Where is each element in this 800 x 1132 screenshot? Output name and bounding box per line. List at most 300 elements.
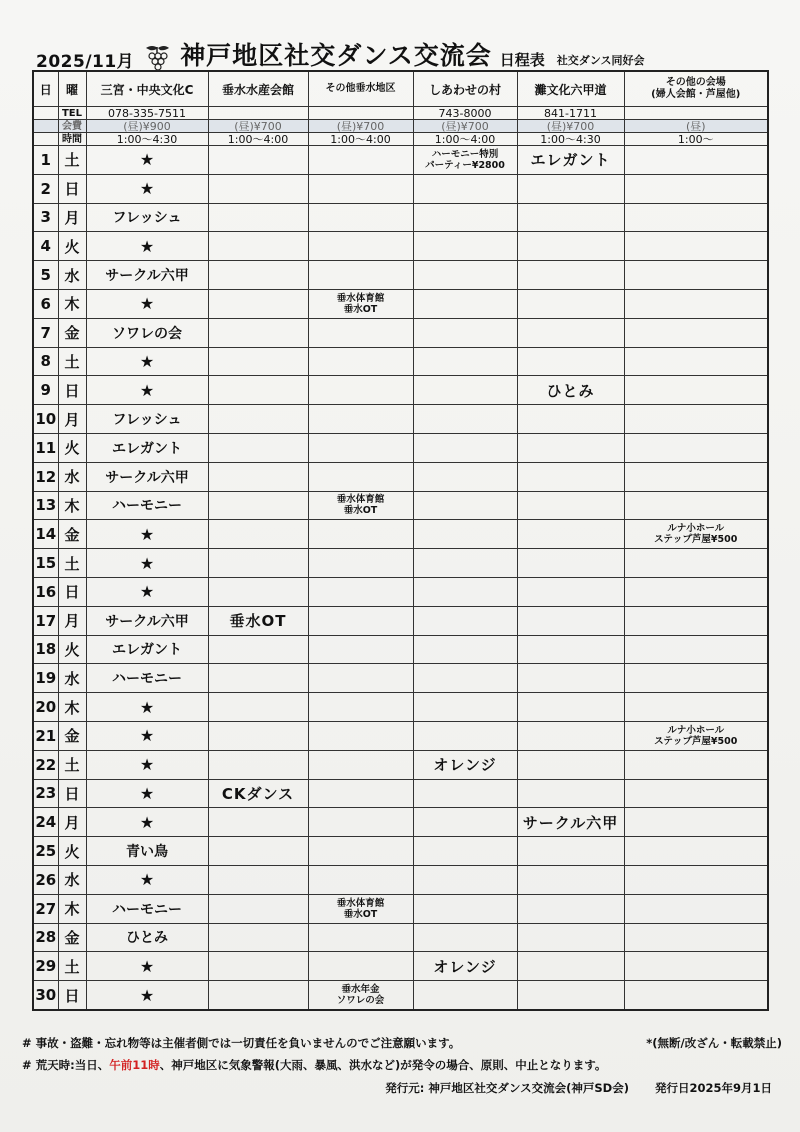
fee-cell: (昼)¥700 [517, 120, 624, 133]
table-row [33, 606, 768, 635]
shiawase-event [413, 865, 517, 894]
other-venue-event [624, 232, 768, 261]
tarumi-other-event [308, 750, 413, 779]
day-number: 24 [33, 808, 58, 837]
day-number: 27 [33, 894, 58, 923]
shiawase-event [413, 318, 517, 347]
tarumi-sangyo-event [208, 405, 308, 434]
shiawase-event [413, 347, 517, 376]
weekday: 土 [58, 146, 86, 175]
header-org: 社交ダンス同好会 [556, 54, 645, 67]
tarumi-other-event [308, 318, 413, 347]
fee-label: 会費 [58, 120, 86, 133]
table-row [33, 462, 768, 491]
fee-cell: (昼)¥700 [413, 120, 517, 133]
tarumi-sangyo-event [208, 664, 308, 693]
weekday: 月 [58, 405, 86, 434]
time-cell: 1:00～4:30 [517, 133, 624, 146]
tarumi-other-event: 垂水体育館 垂水OT [308, 894, 413, 923]
table-row [33, 635, 768, 664]
grape-logo-icon [142, 42, 172, 72]
weekday: 月 [58, 606, 86, 635]
table-row [33, 808, 768, 837]
tarumi-other-event [308, 606, 413, 635]
tarumi-other-event [308, 462, 413, 491]
day-number: 14 [33, 520, 58, 549]
shiawase-event: ハーモニー特別 パーティー¥2800 [413, 146, 517, 175]
tarumi-sangyo-event [208, 837, 308, 866]
sannomiya-event: サークル六甲 [86, 462, 208, 491]
shiawase-event [413, 808, 517, 837]
sannomiya-event: ★ [86, 952, 208, 981]
shiawase-event [413, 606, 517, 635]
nada-event [517, 865, 624, 894]
day-number: 11 [33, 433, 58, 462]
table-row [33, 549, 768, 578]
tel-cell [208, 107, 308, 120]
tarumi-other-event: 垂水年金 ソワレの会 [308, 981, 413, 1010]
fee-row [33, 120, 768, 133]
header-subtitle: 日程表 [499, 51, 545, 69]
fee-cell: (昼) [624, 120, 768, 133]
weekday: 月 [58, 203, 86, 232]
nada-event [517, 750, 624, 779]
tarumi-sangyo-event [208, 894, 308, 923]
shiawase-event [413, 520, 517, 549]
col-tarumi-sangyo: 垂水水産会館 [208, 71, 308, 107]
sannomiya-event: ★ [86, 146, 208, 175]
tarumi-other-event [308, 664, 413, 693]
nada-event [517, 318, 624, 347]
tarumi-other-event [308, 261, 413, 290]
table-row [33, 952, 768, 981]
nada-event: エレガント [517, 146, 624, 175]
table-row [33, 433, 768, 462]
weekday: 火 [58, 433, 86, 462]
weekday: 火 [58, 837, 86, 866]
weekday: 木 [58, 491, 86, 520]
other-venue-event [624, 433, 768, 462]
table-row [33, 577, 768, 606]
copyright-note: *(無断/改ざん・転載禁止) [646, 1036, 782, 1050]
weather-note-time: 午前11時 [109, 1058, 160, 1072]
table-row [33, 750, 768, 779]
weekday: 日 [58, 981, 86, 1010]
shiawase-event: オレンジ [413, 952, 517, 981]
day-number: 21 [33, 721, 58, 750]
col-weekday: 曜 [58, 71, 86, 107]
tarumi-other-event [308, 693, 413, 722]
shiawase-event [413, 577, 517, 606]
shiawase-event [413, 491, 517, 520]
nada-event [517, 433, 624, 462]
tel-label: TEL [58, 107, 86, 120]
nada-event [517, 837, 624, 866]
sannomiya-event: ★ [86, 232, 208, 261]
nada-event [517, 549, 624, 578]
tarumi-other-event [308, 952, 413, 981]
tarumi-sangyo-event [208, 462, 308, 491]
sannomiya-event: ★ [86, 347, 208, 376]
tarumi-sangyo-event [208, 520, 308, 549]
day-number: 13 [33, 491, 58, 520]
tarumi-sangyo-event [208, 750, 308, 779]
nada-event [517, 952, 624, 981]
other-venue-event [624, 750, 768, 779]
day-number: 12 [33, 462, 58, 491]
sannomiya-event: ★ [86, 376, 208, 405]
weekday: 金 [58, 721, 86, 750]
tarumi-sangyo-event [208, 923, 308, 952]
sannomiya-event: ひとみ [86, 923, 208, 952]
nada-event [517, 289, 624, 318]
other-venue-event [624, 318, 768, 347]
tarumi-sangyo-event [208, 693, 308, 722]
other-venue-event [624, 664, 768, 693]
day-number: 26 [33, 865, 58, 894]
day-number: 19 [33, 664, 58, 693]
day-number: 8 [33, 347, 58, 376]
table-row [33, 837, 768, 866]
table-row [33, 174, 768, 203]
other-venue-event [624, 491, 768, 520]
table-row [33, 203, 768, 232]
day-number: 29 [33, 952, 58, 981]
sannomiya-event: ★ [86, 721, 208, 750]
sannomiya-event: ★ [86, 289, 208, 318]
tarumi-sangyo-event [208, 981, 308, 1010]
header-date: 2025/11月 [36, 52, 135, 72]
page-header [36, 30, 776, 72]
time-label: 時間 [58, 133, 86, 146]
weekday: 火 [58, 232, 86, 261]
day-number: 22 [33, 750, 58, 779]
table-row [33, 318, 768, 347]
tarumi-sangyo-event [208, 491, 308, 520]
time-row [33, 133, 768, 146]
tarumi-other-event [308, 865, 413, 894]
tarumi-sangyo-event [208, 376, 308, 405]
tarumi-other-event [308, 837, 413, 866]
sannomiya-event: ハーモニー [86, 491, 208, 520]
weekday: 木 [58, 693, 86, 722]
fee-cell: (昼)¥700 [208, 120, 308, 133]
other-venue-event [624, 549, 768, 578]
nada-event [517, 923, 624, 952]
tel-cell: 078-335-7511 [86, 107, 208, 120]
other-venue-event [624, 865, 768, 894]
col-tarumi-other: その他垂水地区 [308, 71, 413, 107]
day-number: 23 [33, 779, 58, 808]
sannomiya-event: ハーモニー [86, 894, 208, 923]
weekday: 金 [58, 923, 86, 952]
shiawase-event [413, 203, 517, 232]
other-venue-event [624, 376, 768, 405]
day-number: 3 [33, 203, 58, 232]
weekday: 土 [58, 347, 86, 376]
footer-note-weather [22, 1057, 782, 1073]
other-venue-event: ルナ小ホール ステップ芦屋¥500 [624, 520, 768, 549]
sannomiya-event: ★ [86, 808, 208, 837]
weekday: 日 [58, 779, 86, 808]
table-row [33, 865, 768, 894]
other-venue-event [624, 779, 768, 808]
shiawase-event [413, 433, 517, 462]
day-number: 25 [33, 837, 58, 866]
tarumi-sangyo-event [208, 808, 308, 837]
time-cell: 1:00～4:30 [86, 133, 208, 146]
sannomiya-event: エレガント [86, 433, 208, 462]
tel-cell [308, 107, 413, 120]
header-title: 神戸地区社交ダンス交流会 [180, 41, 492, 70]
shiawase-event [413, 923, 517, 952]
tarumi-other-event [308, 549, 413, 578]
tarumi-other-event: 垂水体育館 垂水OT [308, 289, 413, 318]
tarumi-other-event [308, 203, 413, 232]
tarumi-sangyo-event: 垂水OT [208, 606, 308, 635]
shiawase-event [413, 635, 517, 664]
tarumi-sangyo-event [208, 635, 308, 664]
other-venue-event [624, 606, 768, 635]
sannomiya-event: ソワレの会 [86, 318, 208, 347]
shiawase-event [413, 894, 517, 923]
nada-event [517, 693, 624, 722]
day-number: 16 [33, 577, 58, 606]
table-row [33, 664, 768, 693]
table-row [33, 923, 768, 952]
other-venue-event [624, 146, 768, 175]
tarumi-sangyo-event: CKダンス [208, 779, 308, 808]
schedule-table [32, 70, 769, 1011]
weekday: 日 [58, 174, 86, 203]
tarumi-sangyo-event [208, 433, 308, 462]
fee-cell: (昼)¥700 [308, 120, 413, 133]
nada-event [517, 894, 624, 923]
other-venue-event [624, 808, 768, 837]
nada-event [517, 664, 624, 693]
nada-event [517, 491, 624, 520]
tarumi-sangyo-event [208, 203, 308, 232]
table-row [33, 491, 768, 520]
weekday: 土 [58, 750, 86, 779]
table-row [33, 779, 768, 808]
sannomiya-event: ★ [86, 520, 208, 549]
sannomiya-event: サークル六甲 [86, 606, 208, 635]
weekday: 水 [58, 865, 86, 894]
tarumi-other-event [308, 433, 413, 462]
tarumi-sangyo-event [208, 174, 308, 203]
nada-event [517, 261, 624, 290]
nada-event [517, 203, 624, 232]
other-venue-event [624, 894, 768, 923]
table-row [33, 289, 768, 318]
other-venue-event [624, 693, 768, 722]
table-row [33, 146, 768, 175]
footer-publisher [22, 1080, 782, 1096]
col-shiawase: しあわせの村 [413, 71, 517, 107]
day-number: 6 [33, 289, 58, 318]
other-venue-event: ルナ小ホール ステップ芦屋¥500 [624, 721, 768, 750]
table-row [33, 405, 768, 434]
liability-note: # 事故・盗難・忘れ物等は主催者側では一切責任を負いませんのでご注意願います。 [22, 1036, 461, 1050]
table-row [33, 721, 768, 750]
nada-event [517, 347, 624, 376]
tarumi-sangyo-event [208, 146, 308, 175]
sannomiya-event: 青い鳥 [86, 837, 208, 866]
time-cell: 1:00～ [624, 133, 768, 146]
tarumi-other-event [308, 376, 413, 405]
tarumi-sangyo-event [208, 289, 308, 318]
weekday: 土 [58, 549, 86, 578]
shiawase-event: オレンジ [413, 750, 517, 779]
tarumi-sangyo-event [208, 347, 308, 376]
sannomiya-event: サークル六甲 [86, 261, 208, 290]
day-number: 28 [33, 923, 58, 952]
tarumi-other-event [308, 174, 413, 203]
other-venue-event [624, 462, 768, 491]
col-sannomiya: 三宮・中央文化C [86, 71, 208, 107]
col-day: 日 [33, 71, 58, 107]
day-number: 4 [33, 232, 58, 261]
day-number: 20 [33, 693, 58, 722]
sannomiya-event: ★ [86, 981, 208, 1010]
shiawase-event [413, 261, 517, 290]
tarumi-other-event [308, 779, 413, 808]
nada-event [517, 721, 624, 750]
other-venue-event [624, 174, 768, 203]
tel-cell [624, 107, 768, 120]
day-number: 7 [33, 318, 58, 347]
tel-cell: 841-1711 [517, 107, 624, 120]
tarumi-other-event [308, 923, 413, 952]
shiawase-event [413, 981, 517, 1010]
weekday: 月 [58, 808, 86, 837]
tarumi-other-event [308, 635, 413, 664]
column-header-row [33, 71, 768, 107]
time-cell: 1:00～4:00 [208, 133, 308, 146]
day-number: 10 [33, 405, 58, 434]
sannomiya-event: ★ [86, 577, 208, 606]
time-cell: 1:00～4:00 [308, 133, 413, 146]
other-venue-event [624, 981, 768, 1010]
tarumi-other-event [308, 146, 413, 175]
other-venue-event [624, 952, 768, 981]
tel-cell: 743-8000 [413, 107, 517, 120]
other-venue-event [624, 577, 768, 606]
tarumi-sangyo-event [208, 721, 308, 750]
day-number: 5 [33, 261, 58, 290]
tarumi-sangyo-event [208, 549, 308, 578]
tarumi-sangyo-event [208, 318, 308, 347]
sannomiya-event: ★ [86, 750, 208, 779]
shiawase-event [413, 779, 517, 808]
tarumi-sangyo-event [208, 261, 308, 290]
table-row [33, 894, 768, 923]
time-cell: 1:00～4:00 [413, 133, 517, 146]
fee-cell: (昼)¥900 [86, 120, 208, 133]
nada-event [517, 232, 624, 261]
other-venue-event [624, 635, 768, 664]
day-number: 1 [33, 146, 58, 175]
weekday: 金 [58, 318, 86, 347]
tarumi-other-event [308, 520, 413, 549]
tarumi-other-event: 垂水体育館 垂水OT [308, 491, 413, 520]
nada-event [517, 405, 624, 434]
shiawase-event [413, 405, 517, 434]
nada-event: サークル六甲 [517, 808, 624, 837]
nada-event [517, 577, 624, 606]
nada-event [517, 174, 624, 203]
tel-row [33, 107, 768, 120]
weekday: 日 [58, 376, 86, 405]
issue-date: 発行日2025年9月1日 [654, 1081, 772, 1095]
other-venue-event [624, 923, 768, 952]
table-row [33, 347, 768, 376]
weekday: 金 [58, 520, 86, 549]
shiawase-event [413, 462, 517, 491]
weekday: 木 [58, 289, 86, 318]
shiawase-event [413, 376, 517, 405]
other-venue-event [624, 261, 768, 290]
other-venue-event [624, 289, 768, 318]
col-nada: 灘文化六甲道 [517, 71, 624, 107]
sannomiya-event: ハーモニー [86, 664, 208, 693]
tarumi-sangyo-event [208, 232, 308, 261]
tarumi-sangyo-event [208, 577, 308, 606]
day-number: 30 [33, 981, 58, 1010]
tarumi-other-event [308, 347, 413, 376]
sannomiya-event: ★ [86, 779, 208, 808]
other-venue-event [624, 203, 768, 232]
weekday: 火 [58, 635, 86, 664]
day-number: 18 [33, 635, 58, 664]
weekday: 水 [58, 261, 86, 290]
col-other-line2: (婦人会館・芦屋他) [651, 89, 741, 100]
sannomiya-event: ★ [86, 693, 208, 722]
weekday: 水 [58, 462, 86, 491]
shiawase-event [413, 837, 517, 866]
tarumi-other-event [308, 232, 413, 261]
weekday: 土 [58, 952, 86, 981]
col-other [624, 71, 768, 107]
table-row [33, 232, 768, 261]
nada-event [517, 462, 624, 491]
nada-event [517, 779, 624, 808]
sannomiya-event: フレッシュ [86, 405, 208, 434]
col-other-line1: その他の会場 [665, 77, 726, 88]
footer-note-liability [22, 1035, 782, 1051]
other-venue-event [624, 347, 768, 376]
table-row [33, 376, 768, 405]
sannomiya-event: フレッシュ [86, 203, 208, 232]
tarumi-sangyo-event [208, 865, 308, 894]
weather-note-a: # 荒天時:当日、 [22, 1058, 110, 1072]
weather-note-b: 、神戸地区に気象警報(大雨、暴風、洪水など)が発令の場合、原則、中止となります。 [159, 1058, 607, 1072]
table-row [33, 261, 768, 290]
tarumi-other-event [308, 721, 413, 750]
shiawase-event [413, 174, 517, 203]
shiawase-event [413, 664, 517, 693]
sannomiya-event: エレガント [86, 635, 208, 664]
sannomiya-event: ★ [86, 865, 208, 894]
weekday: 木 [58, 894, 86, 923]
day-number: 17 [33, 606, 58, 635]
shiawase-event [413, 232, 517, 261]
shiawase-event [413, 549, 517, 578]
sannomiya-event: ★ [86, 549, 208, 578]
nada-event [517, 981, 624, 1010]
table-row [33, 520, 768, 549]
